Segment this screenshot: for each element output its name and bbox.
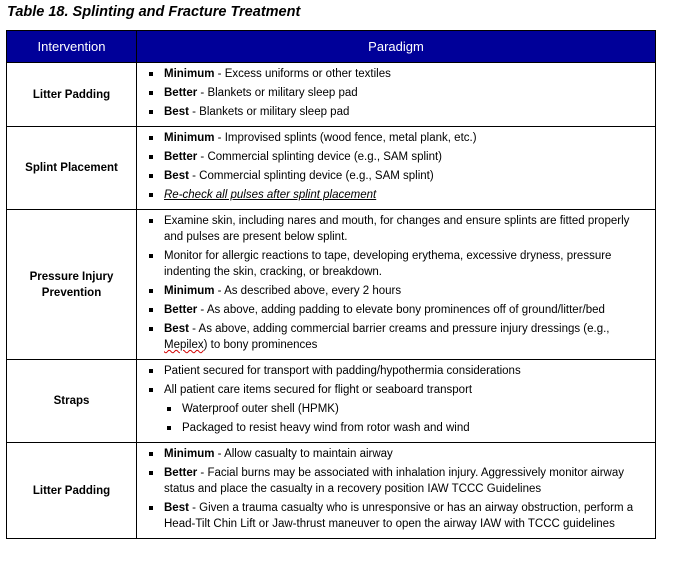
item-text: - Given a trauma casualty who is unresponsive or has an airway obstruction, perform a Head-Tilt Chin Lift or Jaw-thrust maneuver to open the airway IAW with TCCC guidelines — [164, 502, 634, 530]
spellcheck-word: Mepilex — [164, 339, 204, 351]
table-caption: Table 18. Splinting and Fracture Treatment — [7, 4, 301, 20]
list-item — [147, 66, 649, 82]
paradigm-cell — [137, 127, 656, 210]
table-body — [7, 63, 656, 539]
intervention-cell: Splint Placement — [7, 127, 137, 210]
paradigm-list — [147, 363, 649, 436]
list-item — [147, 248, 649, 280]
table-row — [7, 63, 656, 127]
item-text: - Facial burns may be associated with inhalation injury. Aggressively monitor airway status and place the casualty in a recovery position IAW TCCC Guidelines — [164, 467, 624, 495]
list-item — [147, 363, 649, 379]
level-label: Minimum — [164, 132, 215, 144]
list-item — [165, 401, 649, 417]
list-item — [147, 149, 649, 165]
header-row — [7, 31, 656, 63]
paradigm-cell — [137, 360, 656, 443]
list-item — [147, 382, 649, 398]
item-text-tail: ) to bony prominences — [203, 339, 318, 351]
list-item — [165, 420, 649, 436]
list-item — [147, 465, 649, 497]
list-item — [147, 500, 649, 532]
paradigm-cell — [137, 443, 656, 539]
paradigm-list — [147, 66, 649, 120]
level-label: Better — [164, 304, 198, 316]
level-label: Better — [164, 87, 198, 99]
item-text: - Commercial splinting device (e.g., SAM splint) — [197, 151, 443, 163]
level-label: Better — [164, 467, 198, 479]
list-item — [147, 321, 649, 353]
paradigm-list — [147, 130, 649, 203]
level-label: Best — [164, 502, 189, 514]
item-text: - Blankets or military sleep pad — [197, 87, 358, 99]
header-paradigm: Paradigm — [137, 31, 656, 63]
level-label: Best — [164, 323, 189, 335]
table-row — [7, 210, 656, 360]
level-label: Minimum — [164, 285, 215, 297]
note-text: Re-check all pulses after splint placement — [164, 189, 377, 201]
item-text: - As described above, every 2 hours — [214, 285, 402, 297]
list-item — [147, 446, 649, 462]
list-item — [147, 130, 649, 146]
list-item — [147, 85, 649, 101]
item-text: - Allow casualty to maintain airway — [214, 448, 393, 460]
item-text: Monitor for allergic reactions to tape, developing erythema, excessive dryness, pressure indenting the skin, cracking, or breakdown. — [164, 250, 612, 278]
table-row — [7, 127, 656, 210]
item-text: - As above, adding padding to elevate bony prominences off of ground/litter/bed — [197, 304, 605, 316]
item-text: Examine skin, including nares and mouth, for changes and ensure splints are fitted properly and pulses are present below splint. — [164, 215, 630, 243]
intervention-cell: Straps — [7, 360, 137, 443]
paradigm-cell — [137, 63, 656, 127]
list-item — [147, 168, 649, 184]
list-item — [147, 213, 649, 245]
list-item — [147, 104, 649, 120]
header-intervention: Intervention — [7, 31, 137, 63]
list-item — [147, 187, 649, 203]
paradigm-list — [147, 446, 649, 532]
intervention-cell: Litter Padding — [7, 443, 137, 539]
item-text: Packaged to resist heavy wind from rotor wash and wind — [182, 422, 470, 434]
table-row — [7, 360, 656, 443]
paradigm-list — [147, 213, 649, 353]
paradigm-cell — [137, 210, 656, 360]
item-text: - Commercial splinting device (e.g., SAM splint) — [188, 170, 434, 182]
treatment-table — [6, 30, 656, 539]
level-label: Better — [164, 151, 198, 163]
intervention-cell: Litter Padding — [7, 63, 137, 127]
item-text: - Excess uniforms or other textiles — [214, 68, 391, 80]
table-row — [7, 443, 656, 539]
level-label: Minimum — [164, 68, 215, 80]
item-text: - Improvised splints (wood fence, metal plank, etc.) — [214, 132, 477, 144]
level-label: Best — [164, 170, 189, 182]
item-text: - Blankets or military sleep pad — [188, 106, 350, 118]
item-text: - As above, adding commercial barrier creams and pressure injury dressings (e.g., — [188, 323, 610, 335]
item-text: All patient care items secured for flight or seaboard transport — [164, 384, 473, 396]
item-text: Waterproof outer shell (HPMK) — [182, 403, 339, 415]
list-item — [147, 302, 649, 318]
item-text: Patient secured for transport with padding/hypothermia considerations — [164, 365, 521, 377]
level-label: Best — [164, 106, 189, 118]
intervention-cell: Pressure Injury Prevention — [7, 210, 137, 360]
level-label: Minimum — [164, 448, 215, 460]
list-item — [147, 283, 649, 299]
